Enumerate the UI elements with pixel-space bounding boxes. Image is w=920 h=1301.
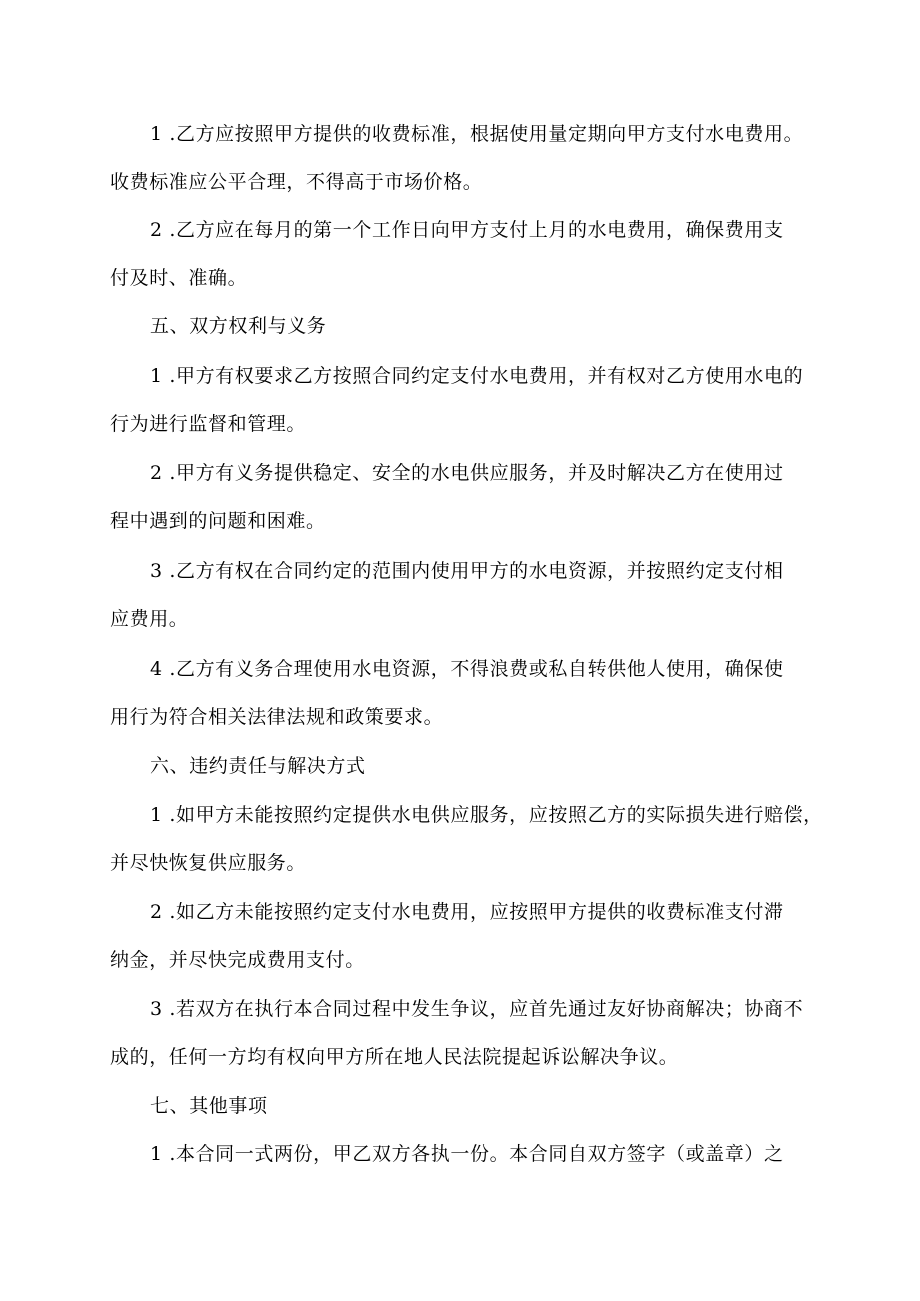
clause-5-2-line-1: 2 .甲方有义务提供稳定、安全的水电供应服务，并及时解决乙方在使用过 <box>150 462 784 484</box>
clause-5-3-line-2: 应费用。 <box>110 608 189 630</box>
section-heading-5: 五、双方权利与义务 <box>150 315 327 337</box>
clause-4-2-line-1: 2 .乙方应在每月的第一个工作日向甲方支付上月的水电费用，确保费用支 <box>150 219 784 241</box>
clause-6-1-line-1: 1 .如甲方未能按照约定提供水电供应服务，应按照乙方的实际损失进行赔偿， <box>150 804 823 826</box>
clause-6-2-line-2: 纳金，并尽快完成费用支付。 <box>110 949 365 971</box>
clause-5-1-line-2: 行为进行监督和管理。 <box>110 413 307 435</box>
clause-5-4-line-2: 用行为符合相关法律法规和政策要求。 <box>110 706 444 728</box>
clause-4-2-line-2: 付及时、准确。 <box>110 267 248 289</box>
clause-6-3-line-2: 成的，任何一方均有权向甲方所在地人民法院提起诉讼解决争议。 <box>110 1046 679 1068</box>
clause-6-1-line-2: 并尽快恢复供应服务。 <box>110 852 307 874</box>
clause-5-2-line-2: 程中遇到的问题和困难。 <box>110 510 326 532</box>
clause-4-1-line-2: 收费标准应公平合理，不得高于市场价格。 <box>110 171 483 193</box>
clause-5-4-line-1: 4 .乙方有义务合理使用水电资源，不得浪费或私自转供他人使用，确保使 <box>150 658 784 680</box>
clause-6-3-line-1: 3 .若双方在执行本合同过程中发生争议，应首先通过友好协商解决；协商不 <box>150 998 804 1020</box>
clause-5-1-line-1: 1 .甲方有权要求乙方按照合同约定支付水电费用，并有权对乙方使用水电的 <box>150 365 804 387</box>
section-heading-7: 七、其他事项 <box>150 1095 268 1117</box>
clause-4-1-line-1: 1 .乙方应按照甲方提供的收费标准，根据使用量定期向甲方支付水电费用。 <box>150 123 804 145</box>
clause-7-1-line-1: 1 .本合同一式两份，甲乙双方各执一份。本合同自双方签字（或盖章）之 <box>150 1143 784 1165</box>
section-heading-6: 六、违约责任与解决方式 <box>150 755 366 777</box>
clause-6-2-line-1: 2 .如乙方未能按照约定支付水电费用，应按照甲方提供的收费标准支付滞 <box>150 901 784 923</box>
clause-5-3-line-1: 3 .乙方有权在合同约定的范围内使用甲方的水电资源，并按照约定支付相 <box>150 560 784 582</box>
